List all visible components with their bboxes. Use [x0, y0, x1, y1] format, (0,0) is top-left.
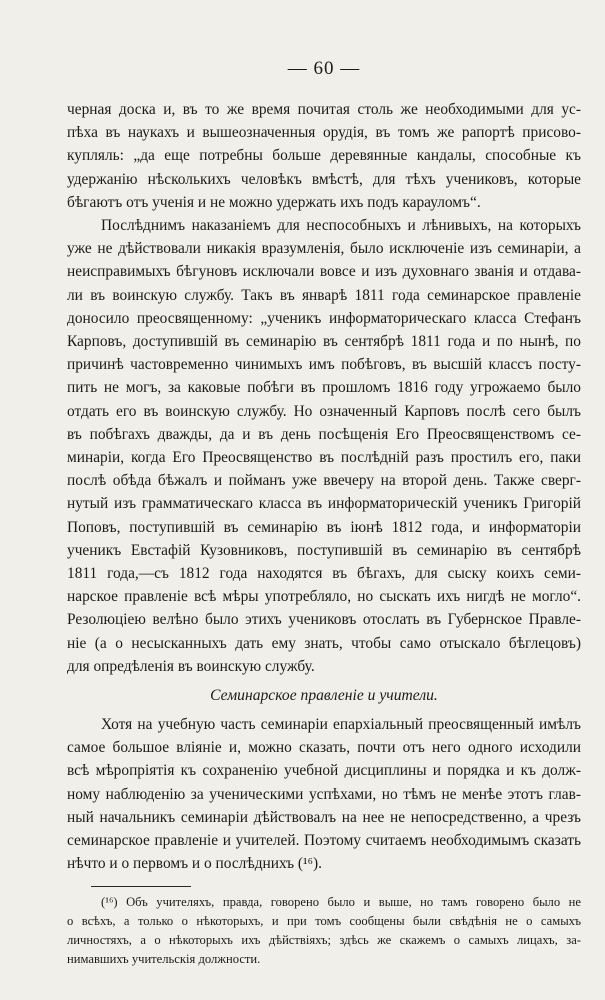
text-line: (¹⁶) Объ учителяхъ, правда, говорено было и выше, но тамъ говорено было не	[101, 894, 581, 909]
text-line: Карповъ, доступившій въ семинарію въ сентябрѣ 1811 года и по нынѣ, по	[67, 333, 581, 351]
text-line: самое большое вліяніе и, можно сказать, почти отъ него одного исходили	[67, 739, 581, 757]
text-line: удержанію нѣсколькихъ человѣкъ вмѣстѣ, для тѣхъ учениковъ, которые	[67, 170, 581, 188]
text-line: пить не могъ, за каковые побѣги въ прошломъ 1816 году угрожаемо было	[67, 379, 581, 397]
text-line: неисправимыхъ бѣгуновъ исключали вовсе и изъ духовнаго званія и отдава-	[67, 263, 581, 281]
body-text	[67, 98, 581, 876]
text-line: ный начальникъ семинаріи дѣйствовалъ на нее не непосредственно, а чрезъ	[67, 808, 581, 826]
text-line: купляль: „да еще потребны больше деревянные кандалы, способные къ	[67, 147, 581, 165]
text-line: доносило преосвященному: „ученикъ информаторическаго класса Стефанъ	[67, 309, 581, 327]
text-line: 1811 года,—съ 1812 года находятся въ бѣгахъ, для сыску коихъ семи-	[67, 565, 581, 583]
text-line: послѣ обѣда бѣжалъ и пойманъ уже ввечеру на второй день. Также сверг-	[67, 472, 581, 490]
text-line: въ побѣгахъ дважды, да и въ день посѣщенія Его Преосвященствомъ се-	[67, 425, 581, 443]
text-line: ніе (а о несысканныхъ дать ему знать, чтобы само отыскало бѣглецовъ)	[67, 634, 581, 652]
footnote-divider	[91, 886, 191, 887]
text-line: семинарское правленіе и учителей. Поэтому считаемъ необходимымъ сказать	[67, 832, 581, 850]
text-line: ли въ воинскую службу. Такъ въ январѣ 1811 года семинарское правленіе	[67, 286, 581, 304]
text-line: минаріи, когда Его Преосвященство въ послѣдній разъ простилъ его, паки	[67, 449, 581, 467]
text-line: нѣчто и о первомъ и о послѣднихъ (¹⁶).	[67, 855, 323, 873]
text-line: пѣха въ наукахъ и вышеозначенныя орудія, въ томъ же рапортѣ присово-	[67, 124, 581, 142]
paragraph-3	[67, 713, 581, 875]
text-line: Послѣднимъ наказаніемъ для неспособныхъ и лѣнивыхъ, на которыхъ	[101, 217, 581, 235]
paragraph-1	[67, 98, 581, 214]
footnote	[67, 893, 581, 969]
text-line: нутый изъ грамматическаго класса въ информаторическій ученикъ Григорій	[67, 495, 581, 513]
text-line: нимавшихъ учительскія должности.	[67, 951, 261, 966]
text-line: уже не дѣйствовали никакія вразумленія, было исключеніе изъ семинаріи, а	[67, 240, 581, 258]
text-line: Хотя на учебную часть семинаріи епархіальный преосвященный имѣлъ	[101, 716, 581, 734]
text-line: о всѣхъ, а только о нѣкоторыхъ, и при томъ сообщены были свѣдѣнія не о самыхъ	[67, 913, 581, 928]
text-line: Поповъ, поступившій въ семинарію въ іюнѣ 1812 года, и информаторіи	[67, 518, 581, 536]
text-line: всѣ мѣропріятія къ сохраненію учебной дисциплины и порядка и къ долж-	[67, 762, 581, 780]
text-line: отдать его въ воинскую службу. Но означенный Карповъ послѣ сего былъ	[67, 402, 581, 420]
text-line: причинѣ частовременно чинимыхъ имъ побѣговъ, въ высшій классъ посту-	[67, 356, 581, 374]
text-line: нарское правленіе всѣ мѣры употребляло, но сыскать ихъ нигдѣ не могло“.	[67, 588, 581, 606]
text-line: Резолюціею велѣно было этихъ учениковъ отослать въ Губернское Правле-	[67, 611, 581, 629]
text-line: ученикъ Евстафій Кузовниковъ, поступившій въ семинарію въ сентябрѣ	[67, 541, 581, 559]
text-line: бѣгаютъ отъ ученія и не можно удержать ихъ подъ карауломъ“.	[67, 193, 481, 211]
page-number: — 60 —	[287, 58, 361, 79]
text-line: для опредѣленія въ воинскую службу.	[67, 657, 315, 675]
text-line: черная доска и, въ то же время почитая столь же необходимыми для ус-	[67, 101, 581, 118]
paragraph-2	[67, 214, 581, 678]
text-line: ному наблюденію за ученическими успѣхами, но тѣмъ не менѣе этотъ глав-	[67, 785, 581, 803]
section-heading: Семинарское правленіе и учители.	[210, 687, 438, 705]
text-line: личностяхъ, а о нѣкоторыхъ ихъ дѣйствіяхъ; здѣсь же скажемъ о самыхъ лицахъ, за-	[67, 932, 581, 947]
